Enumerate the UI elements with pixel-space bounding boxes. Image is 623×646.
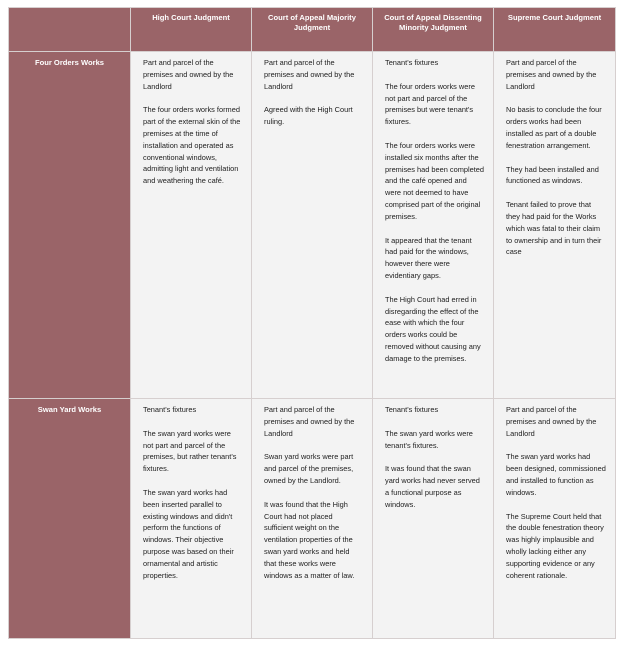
table-row-swan-yard	[9, 399, 616, 639]
cell-paragraph: The four orders works formed part of the external skin of the premises at the time of installation and operated as conventional windows, admitting light and ventilation and weathering the café.	[143, 105, 241, 186]
cell-paragraph: Part and parcel of the premises and owned by the Landlord	[143, 58, 234, 91]
cell-paragraph: No basis to conclude the four orders works had been installed as part of a double fenestration arrangement.	[506, 105, 602, 150]
cell-paragraph: The swan yard works had been inserted parallel to existing windows and didn't perform the functions of windows. Their objective purpose was based on their ornamental and artistic properties.	[143, 487, 234, 580]
cell-swan-yard-supreme-court	[494, 399, 616, 639]
cell-paragraph: Part and parcel of the premises and owned by the Landlord	[264, 405, 355, 438]
cell-paragraph: Part and parcel of the premises and owned by the Landlord	[264, 58, 355, 91]
table-row-four-orders	[9, 52, 616, 399]
cell-paragraph: It was found that the High Court had not placed sufficient weight on the ventilation properties of the swan yard works and held that these works were windows as a matter of law.	[264, 499, 355, 580]
cell-swan-yard-appeal-dissent	[373, 399, 494, 639]
header-appeal-majority: Court of Appeal Majority Judgment	[252, 8, 373, 52]
cell-paragraph: The High Court had erred in disregarding the effect of the ease with which the four orders works could be removed without causing any damage to the premises.	[385, 294, 481, 363]
judgment-comparison-table	[8, 7, 616, 639]
cell-four-orders-appeal-majority	[252, 52, 373, 399]
header-appeal-dissent: Court of Appeal Dissenting Minority Judgment	[373, 8, 494, 52]
cell-paragraph: The four orders works were installed six months after the premises had been completed and the café opened and were not deemed to have comprised part of the original premises.	[385, 140, 485, 221]
cell-paragraph: Tenant's fixtures	[143, 405, 197, 414]
cell-paragraph: The four orders works were not part and parcel of the premises but were tenant's fixtures.	[385, 81, 475, 127]
cell-paragraph: It was found that the swan yard works had never served a functional purpose as windows.	[385, 464, 480, 509]
cell-four-orders-appeal-dissent	[373, 52, 494, 399]
cell-paragraph: Tenant's fixtures	[385, 405, 439, 414]
row-label-four-orders: Four Orders Works	[9, 52, 131, 399]
cell-paragraph: It appeared that the tenant had paid for the windows, however there were evidentiary gaps.	[385, 235, 472, 280]
cell-swan-yard-appeal-majority	[252, 399, 373, 639]
cell-paragraph: Swan yard works were part and parcel of the premises, owned by the Landlord.	[264, 452, 354, 485]
cell-four-orders-supreme-court	[494, 52, 616, 399]
row-label-swan-yard: Swan Yard Works	[9, 399, 131, 639]
cell-paragraph: Agreed with the High Court ruling.	[264, 105, 353, 127]
cell-paragraph: Part and parcel of the premises and owned by the Landlord	[506, 405, 597, 438]
header-supreme-court: Supreme Court Judgment	[494, 8, 616, 52]
cell-swan-yard-high-court	[131, 399, 252, 639]
cell-paragraph: The swan yard works were tenant's fixtures.	[385, 428, 473, 450]
cell-paragraph: Tenant's fixtures	[385, 58, 439, 67]
header-high-court: High Court Judgment	[131, 8, 252, 52]
cell-four-orders-high-court	[131, 52, 252, 399]
header-row	[9, 8, 616, 52]
cell-paragraph: The Supreme Court held that the double fenestration theory was highly implausible and wholly lacking either any supporting evidence or any coherent rationale.	[506, 511, 604, 580]
cell-paragraph: Part and parcel of the premises and owned by the Landlord	[506, 58, 597, 91]
cell-paragraph: The swan yard works had been designed, commissioned and installed to function as windows.	[506, 452, 606, 497]
cell-paragraph: The swan yard works were not part and parcel of the premises, but rather tenant's fixtures.	[143, 428, 237, 474]
cell-paragraph: They had been installed and functioned as windows.	[506, 164, 599, 186]
header-corner	[9, 8, 131, 52]
cell-paragraph: Tenant failed to prove that they had paid for the Works which was fatal to their claim to ownership and in turn their case	[506, 200, 602, 257]
